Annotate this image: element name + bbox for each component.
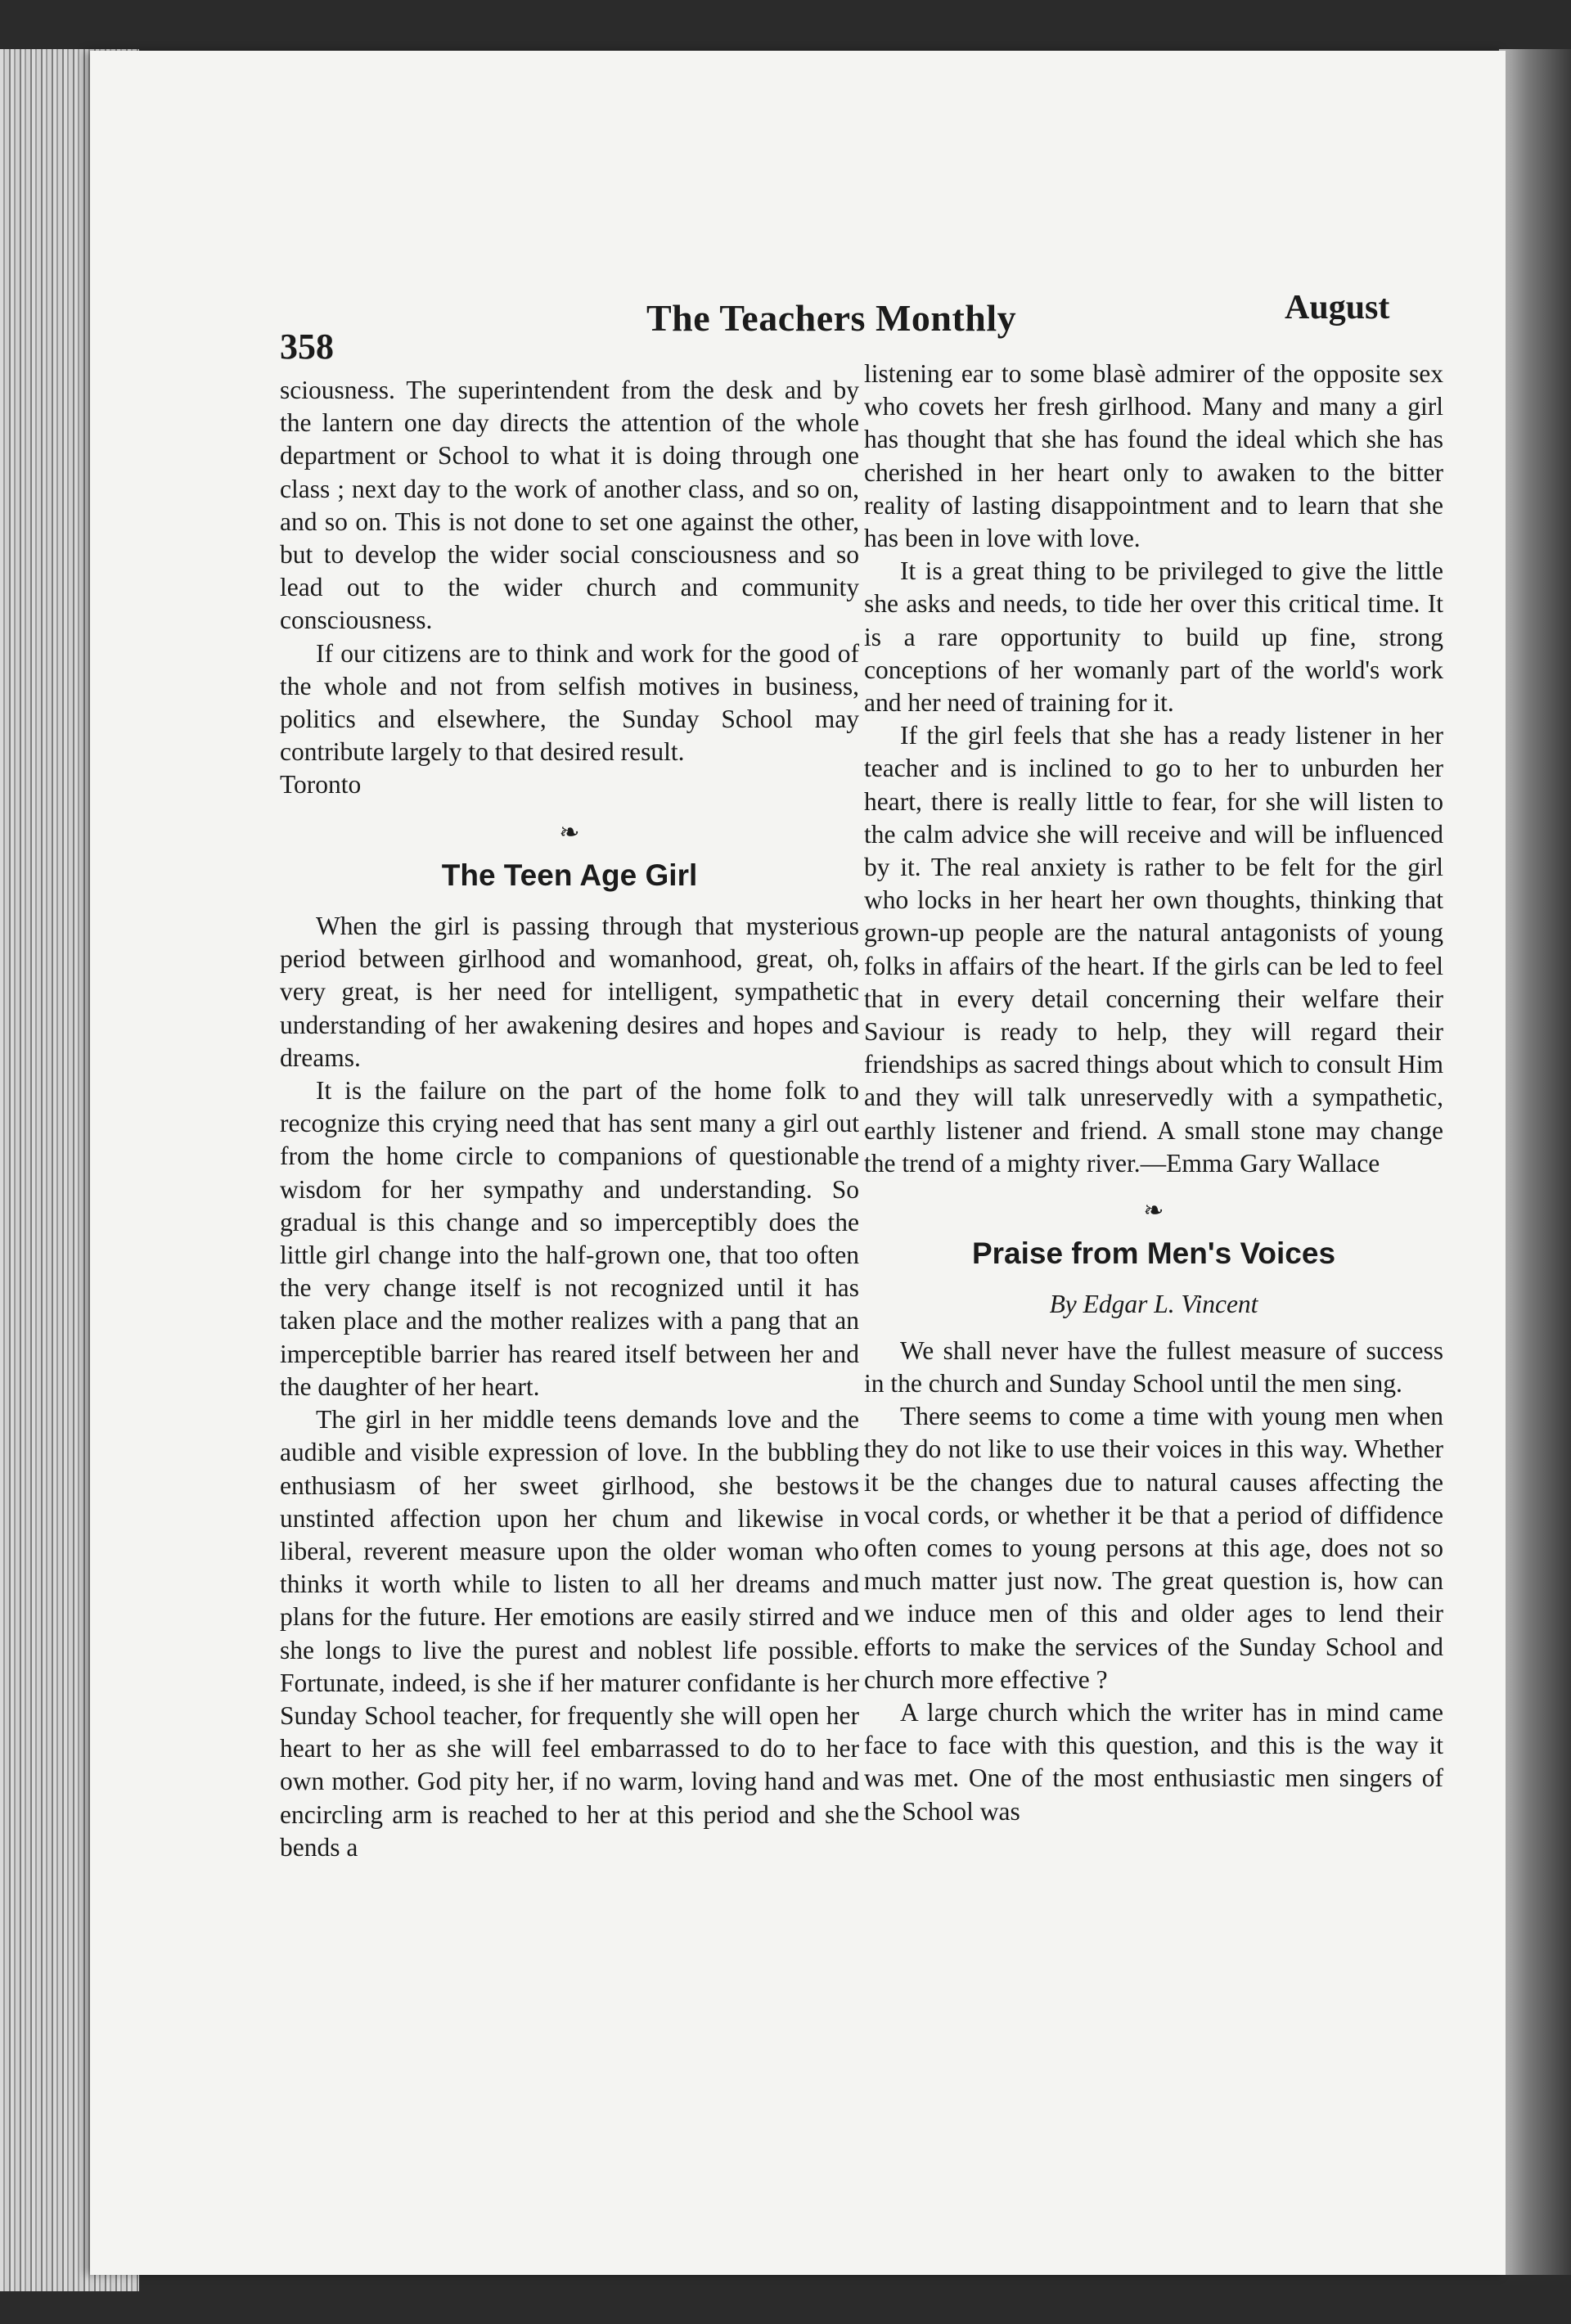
- paragraph: sciousness. The superintendent from the desk and by the lantern one day directs the attention of the whole department or School to what it is doing through one class ; next day to the work of another class, and so on, and so on. This is not done to set one against the other, but to develop the wider social consciousness and so lead out to the wider church and community consciousness.: [280, 376, 859, 635]
- section-ornament-icon: ❧: [559, 818, 580, 846]
- article-byline: By Edgar L. Vincent: [1049, 1290, 1258, 1319]
- article-title-praise-from-mens-voices: Praise from Men's Voices: [971, 1236, 1336, 1271]
- paragraph: listening ear to some blasè admirer of the opposite sex who covets her fresh girlhood. Many and many a girl has thought that she has found the ideal which she has cherished in her heart only to awaken to the bitter reality of lasting disappointment and to learn that she has been in love with love.: [864, 359, 1443, 553]
- paragraph: If our citizens are to think and work for the good of the whole and not from selfish motives in business, politics and elsewhere, the Sunday School may contribute largely to that desired result.: [280, 638, 859, 767]
- paragraph: When the girl is passing through that mysterious period between girlhood and womanhood, great, oh, very great, is her need for intelligent, sympathetic understanding of her awakening desires and hopes and dreams.: [280, 912, 859, 1072]
- right-column: [864, 358, 1443, 1828]
- article-title-teen-age-girl: The Teen Age Girl: [441, 858, 698, 892]
- paragraph: The girl in her middle teens demands love and the audible and visible expression of love. In the bubbling enthusiasm of her sweet girlhood, she bestows unstinted affection upon her chum and likewise in liberal, reverent measure upon the older woman who thinks it worth while to listen to all her dreams and plans for the future. Her emotions are easily stirred and she longs to live the purest and noblest life possible. Fortunate, indeed, is she if her maturer confidante is her Sunday School teacher, for frequently she will open her heart to her as she will feel embarrassed to do to her own mother. God pity her, if no warm, loving hand and encircling arm is reached to her at this period and she bends a: [280, 1405, 859, 1862]
- paragraph: It is a great thing to be privileged to give the little she asks and needs, to tide her over this critical time. It is a rare opportunity to build up fine, strong conceptions of her womanly part of the world's work and her need of training for it.: [864, 556, 1443, 718]
- paragraph: It is the failure on the part of the home folk to recognize this crying need that has sent many a girl out from the home circle to companions of questionable wisdom for her sympathy and understanding. So gradual is this change and so imperceptibly does the little girl change into the half-grown one, that too often the very change itself is not recognized until it has taken place and the mother realizes with a pang that an imperceptible barrier has reared itself between her and the daughter of her heart.: [280, 1076, 859, 1401]
- issue-month: August: [1285, 289, 1390, 327]
- section-ornament-icon: ❧: [1143, 1197, 1164, 1225]
- paragraph: If the girl feels that she has a ready listener in her teacher and is inclined to go to her to unburden her heart, there is really little to fear, for she will listen to the calm advice she will receive and will be influenced by it. The real anxiety is rather to be felt for the girl who locks in her heart her own thoughts, thinking that grown-up people are the natural antagonists of young folks in affairs of the heart. If the girls can be led to feel that in every detail concerning their welfare their Saviour is ready to help, they will regard their friendships as sacred things about which to consult Him and they will talk unreservedly with a sympathetic, earthly listener and friend. A small stone may change the trend of a mighty river.—Emma Gary Wallace: [864, 721, 1443, 1178]
- paragraph: There seems to come a time with young men when they do not like to use their voices in this way. Whether it be the changes due to natural causes affecting the vocal cords, or whether it be that a period of diffidence often comes to young persons at this age, does not so much matter just now. The great question is, how can we induce men of this and older ages to lend their efforts to make the services of the Sunday School and church more effective ?: [864, 1402, 1443, 1694]
- signoff-location: Toronto: [280, 770, 362, 799]
- book-page: [90, 51, 1506, 2275]
- page-number: 358: [280, 327, 334, 367]
- paragraph: A large church which the writer has in mind came face to face with this question, and this is the way it was met. One of the most enthusiastic men singers of the School was: [864, 1697, 1443, 1826]
- book-page-edges-right: [1499, 49, 1571, 2275]
- left-column: [280, 374, 859, 1864]
- paragraph: We shall never have the fullest measure of success in the church and Sunday School until the men sing.: [864, 1335, 1443, 1398]
- journal-title: The Teachers Monthly: [646, 297, 1017, 339]
- page-header: [90, 289, 1506, 367]
